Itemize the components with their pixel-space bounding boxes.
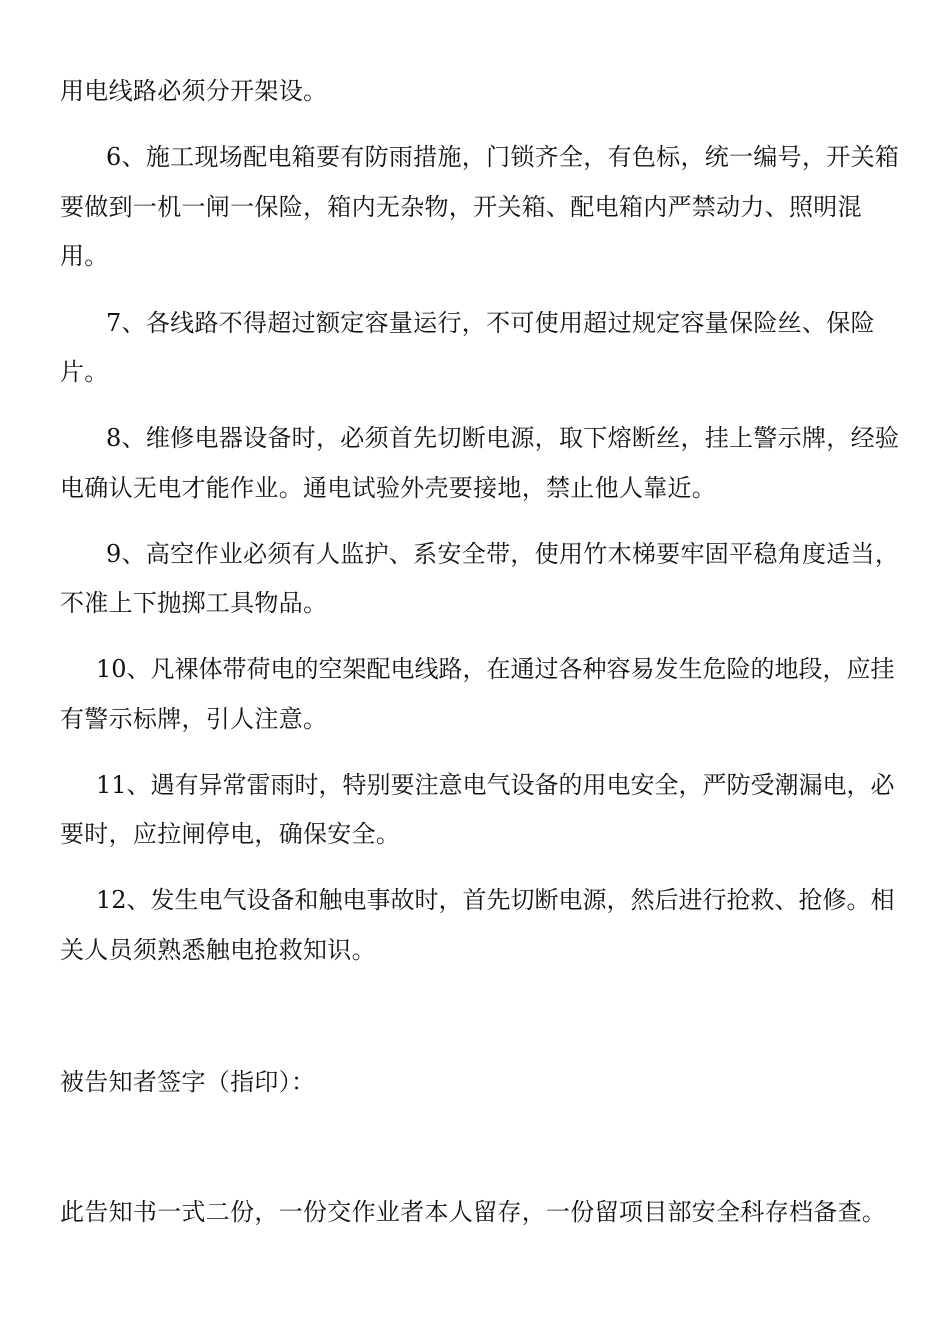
signature-label: 被告知者签字（指印）： — [60, 1068, 316, 1096]
paragraph-12-line-2: 关人员须熟悉触电抢救知识。 — [60, 936, 376, 964]
paragraph-10-line-2: 有警示标牌，引人注意。 — [60, 705, 328, 733]
paragraph-7-line-2: 片。 — [60, 358, 109, 386]
paragraph-12-line-1: 12、发生电气设备和触电事故时，首先切断电源，然后进行抢救、抢修。相 — [96, 886, 895, 914]
paragraph-8-line-1: 8、维修电器设备时，必须首先切断电源，取下熔断丝，挂上警示牌，经验 — [106, 424, 900, 452]
paragraph-11-line-2: 要时，应拉闸停电，确保安全。 — [60, 820, 401, 848]
paragraph-6-line-3: 用。 — [60, 242, 109, 270]
paragraph-6-line-1: 6、施工现场配电箱要有防雨措施，门锁齐全，有色标，统一编号，开关箱 — [106, 143, 900, 171]
paragraph-6-line-2: 要做到一机一闸一保险，箱内无杂物，开关箱、配电箱内严禁动力、照明混 — [60, 193, 862, 221]
paragraph-8-line-2: 电确认无电才能作业。通电试验外壳要接地，禁止他人靠近。 — [60, 474, 717, 502]
paragraph-10-line-1: 10、凡裸体带荷电的空架配电线路，在通过各种容易发生危险的地段，应挂 — [96, 655, 895, 683]
footer-note: 此告知书一式二份，一份交作业者本人留存，一份留项目部安全科存档备查。 — [60, 1198, 887, 1226]
paragraph-7-line-1: 7、各线路不得超过额定容量运行，不可使用超过规定容量保险丝、保险 — [106, 309, 875, 337]
paragraph-9-line-2: 不准上下抛掷工具物品。 — [60, 589, 328, 617]
paragraph-5-end: 用电线路必须分开架设。 — [60, 77, 328, 105]
paragraph-11-line-1: 11、遇有异常雷雨时，特别要注意电气设备的用电安全，严防受潮漏电，必 — [96, 771, 895, 799]
paragraph-9-line-1: 9、高空作业必须有人监护、系安全带，使用竹木梯要牢固平稳角度适当， — [106, 540, 900, 568]
